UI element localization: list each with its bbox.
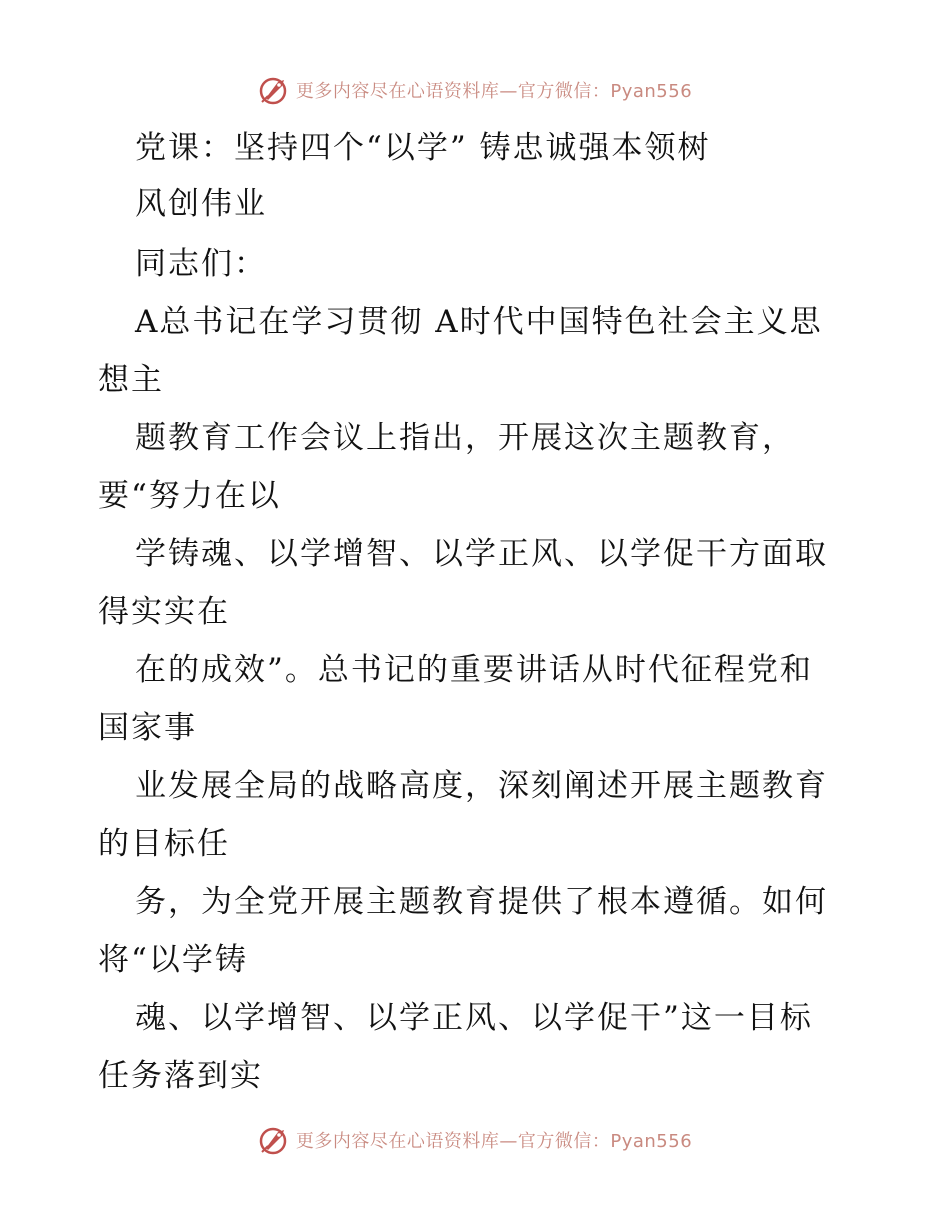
watermark-text: 更多内容尽在心语资料库—官方微信：Pyan556 (295, 81, 693, 102)
body-line: 任务落到实 (98, 1058, 263, 1094)
body-line: 学铸魂、以学增智、以学正风、以学促干方面取 (135, 536, 828, 572)
body-line: 题教育工作会议上指出，开展这次主题教育， (135, 420, 795, 456)
body-line: 要“努力在以 (98, 478, 281, 514)
title-line-2: 风创伟业 (135, 186, 267, 222)
body-line: 国家事 (98, 710, 197, 746)
footer-watermark (0, 1120, 950, 1160)
body-line: 将“以学铸 (98, 942, 248, 978)
body-line: 在的成效”。总书记的重要讲话从时代征程党和 (135, 652, 813, 688)
header-watermark (0, 70, 950, 110)
body-line: 业发展全局的战略高度，深刻阐述开展主题教育 (135, 768, 828, 804)
pen-nib-logo-icon (258, 74, 290, 106)
body-line: A总书记在学习贯彻 A时代中国特色社会主义思 (135, 304, 823, 340)
body-line: 的目标任 (98, 826, 230, 862)
body-line: 想主 (98, 362, 164, 398)
body-line: 得实实在 (98, 594, 230, 630)
body-line: 务，为全党开展主题教育提供了根本遵循。如何 (135, 884, 828, 920)
watermark-text: 更多内容尽在心语资料库—官方微信：Pyan556 (295, 1131, 693, 1152)
title-line-1: 党课：坚持四个“以学” 铸忠诚强本领树 (135, 130, 711, 166)
body-line: 魂、以学增智、以学正风、以学促干”这一目标 (135, 1000, 813, 1036)
pen-nib-logo-icon (258, 1124, 290, 1156)
salutation: 同志们： (135, 246, 267, 282)
